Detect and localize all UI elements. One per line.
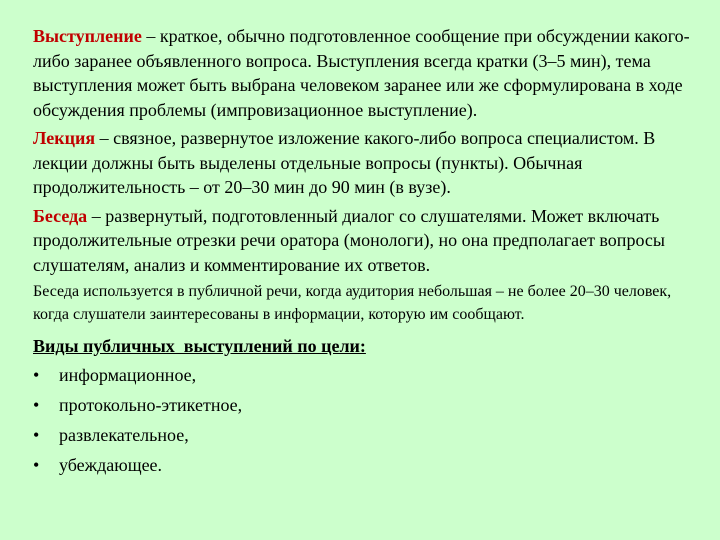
list-item: • информационное, [33, 360, 705, 390]
term-speech: Выступление [33, 26, 142, 46]
definition-speech: – краткое, обычно подготовленное сообщение при обсуждении какого-либо заранее объявленного вопроса. Выступления всегда кратки (3–5 мин), тема выступления может быть выбрана человеком заранее или же сформулирована в ходе обсуждения проблемы (импровизационное выступление). [33, 26, 690, 120]
slide-content [33, 24, 705, 480]
note-paragraph: Беседа используется в публичной речи, когда аудитория небольшая – не более 20–30 человек, когда слушатели заинтересованы в информации, которую им сообщают. [33, 283, 672, 323]
types-list [33, 360, 705, 480]
bullet-icon: • [33, 455, 40, 475]
types-heading: Виды публичных выступлений по цели: [33, 336, 366, 356]
paragraph-speech [33, 24, 705, 122]
list-item: • протокольно-этикетное, [33, 390, 705, 420]
definition-conversation: – развернутый, подготовленный диалог со слушателями. Может включать продолжительные отрезки речи оратора (монологи), но она предполагает вопросы слушателям, анализ и комментирование их ответов. [33, 205, 665, 275]
list-item: • развлекательное, [33, 420, 705, 450]
paragraph-lecture [33, 126, 705, 200]
paragraph-conversation [33, 204, 705, 278]
definition-lecture: – связное, развернутое изложение какого-либо вопроса специалистом. В лекции должны быть выделены отдельные вопросы (пункты). Обычная продолжительность – от 20–30 мин до 90 мин (в вузе). [33, 128, 656, 197]
bullet-icon: • [33, 425, 40, 445]
bullet-icon: • [33, 365, 40, 385]
term-conversation: Беседа [33, 205, 88, 226]
list-item: • убеждающее. [33, 450, 705, 480]
bullet-icon: • [33, 395, 40, 415]
term-lecture: Лекция [33, 128, 96, 148]
